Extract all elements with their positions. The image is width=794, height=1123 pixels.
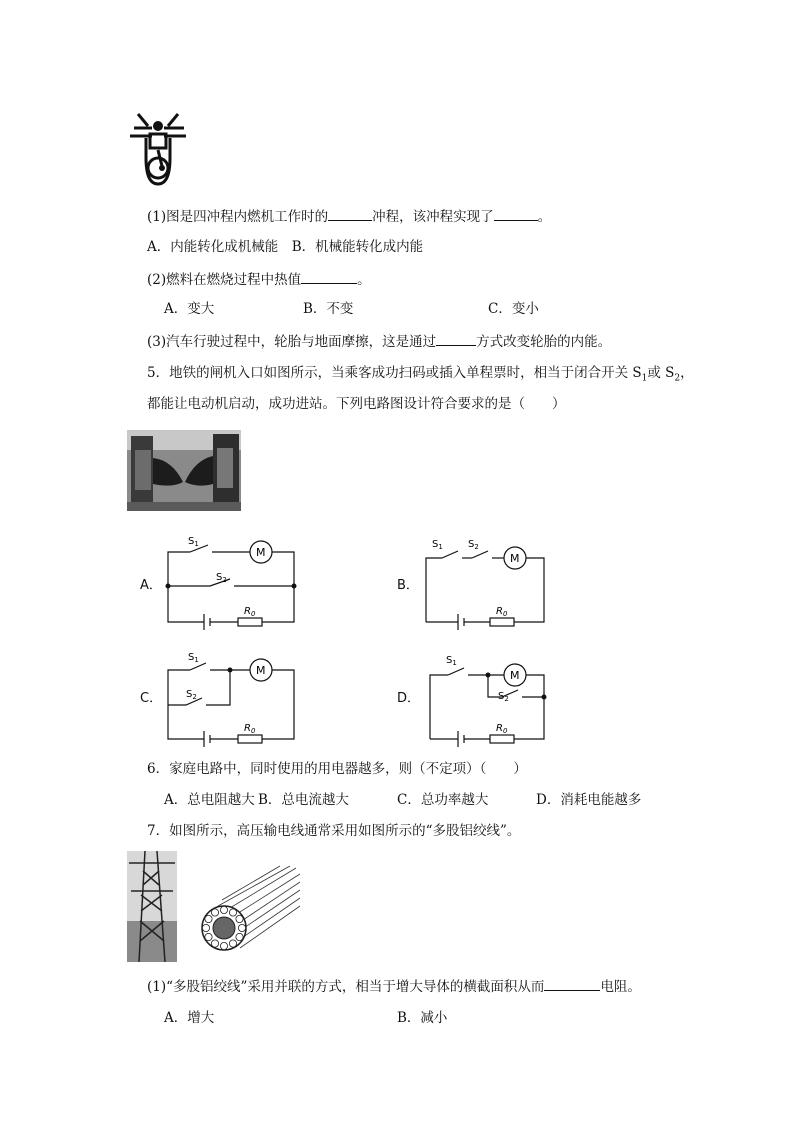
- q4-part2-option-c: C．变小: [488, 301, 539, 317]
- q6-option-a: A．总电阻越大: [164, 792, 255, 808]
- resistor-label: $R_0$: [496, 606, 508, 618]
- q7-blank-resistance[interactable]: [544, 976, 600, 991]
- q4-blank-energy[interactable]: [494, 206, 538, 221]
- q4-part1-options: A．内能转化成机械能 B．机械能转化成内能: [147, 239, 424, 255]
- stranded-aluminum-wire-figure: [200, 864, 302, 956]
- transmission-tower-photo: [127, 851, 177, 962]
- switch-s1-label: $S_1$: [188, 536, 199, 548]
- q6-option-d: D．消耗电能越多: [536, 792, 642, 808]
- q6-stem: 6．家庭电路中，同时使用的用电器越多，则（不定项）（ ）: [147, 761, 527, 777]
- switch-s1-label: $S_1$: [432, 539, 443, 551]
- circuit-d: [418, 645, 558, 749]
- q7-part1-option-a: A．增大: [164, 1010, 215, 1026]
- switch-s1-label: $S_1$: [446, 655, 457, 667]
- switch-s2-label: $S_2$: [186, 689, 197, 701]
- switch-s2-label: $S_2$: [468, 539, 479, 551]
- circuit-c: [160, 645, 310, 749]
- q4-part2: (2)燃料在燃烧过程中热值 。: [147, 269, 371, 289]
- q7-part1: (1)“多股铝绞线”采用并联的方式，相当于增大导体的横截面积从而 电阻。: [147, 976, 641, 996]
- q4-part3: (3)汽车行驶过程中，轮胎与地面摩擦，这是通过 方式改变轮胎的内能。: [147, 331, 611, 351]
- q5-stem-line1: 5．地铁的闸机入口如图所示，当乘客成功扫码或插入单程票时，相当于闭合开关 $S_1$或 $S_2$，: [147, 365, 694, 384]
- q5-option-d-label: D．: [397, 691, 421, 706]
- q4-part2-option-b: B．不变: [303, 301, 354, 317]
- motor-label: M: [510, 552, 520, 565]
- q4-blank-method[interactable]: [436, 331, 476, 346]
- switch-s2-label: $S_2$: [216, 572, 227, 584]
- q5-option-b-label: B．: [397, 578, 419, 593]
- q5-option-a-label: A．: [140, 578, 162, 593]
- resistor-label: $R_0$: [496, 723, 508, 735]
- resistor-label: $R_0$: [244, 723, 256, 735]
- resistor-label: $R_0$: [244, 606, 256, 618]
- q4-blank-heat[interactable]: [301, 269, 357, 284]
- engine-cylinder-figure: [126, 104, 190, 190]
- q4-part2-option-a: A．变大: [164, 301, 215, 317]
- switch-s1-label: $S_1$: [188, 652, 199, 664]
- circuit-a: [160, 530, 310, 630]
- switch-s2-label: $S_2$: [498, 691, 509, 703]
- q5-option-c-label: C．: [140, 691, 163, 706]
- q6-option-b: B．总电流越大: [258, 792, 349, 808]
- q5-stem-line2: 都能让电动机启动，成功进站。下列电路图设计符合要求的是（ ）: [147, 396, 566, 412]
- circuit-b: [418, 530, 558, 630]
- q4-blank-stroke[interactable]: [328, 206, 372, 221]
- motor-label: M: [510, 669, 520, 682]
- q7-stem: 7．如图所示，高压输电线通常采用如图所示的“多股铝绞线”。: [147, 823, 521, 839]
- q6-option-c: C．总功率越大: [397, 792, 489, 808]
- motor-label: M: [256, 546, 266, 559]
- subway-gate-photo: [127, 430, 241, 511]
- q4-part1: (1)图是四冲程内燃机工作时的 冲程，该冲程实现了 。: [147, 206, 551, 226]
- motor-label: M: [256, 664, 266, 677]
- q7-part1-option-b: B．减小: [397, 1010, 448, 1026]
